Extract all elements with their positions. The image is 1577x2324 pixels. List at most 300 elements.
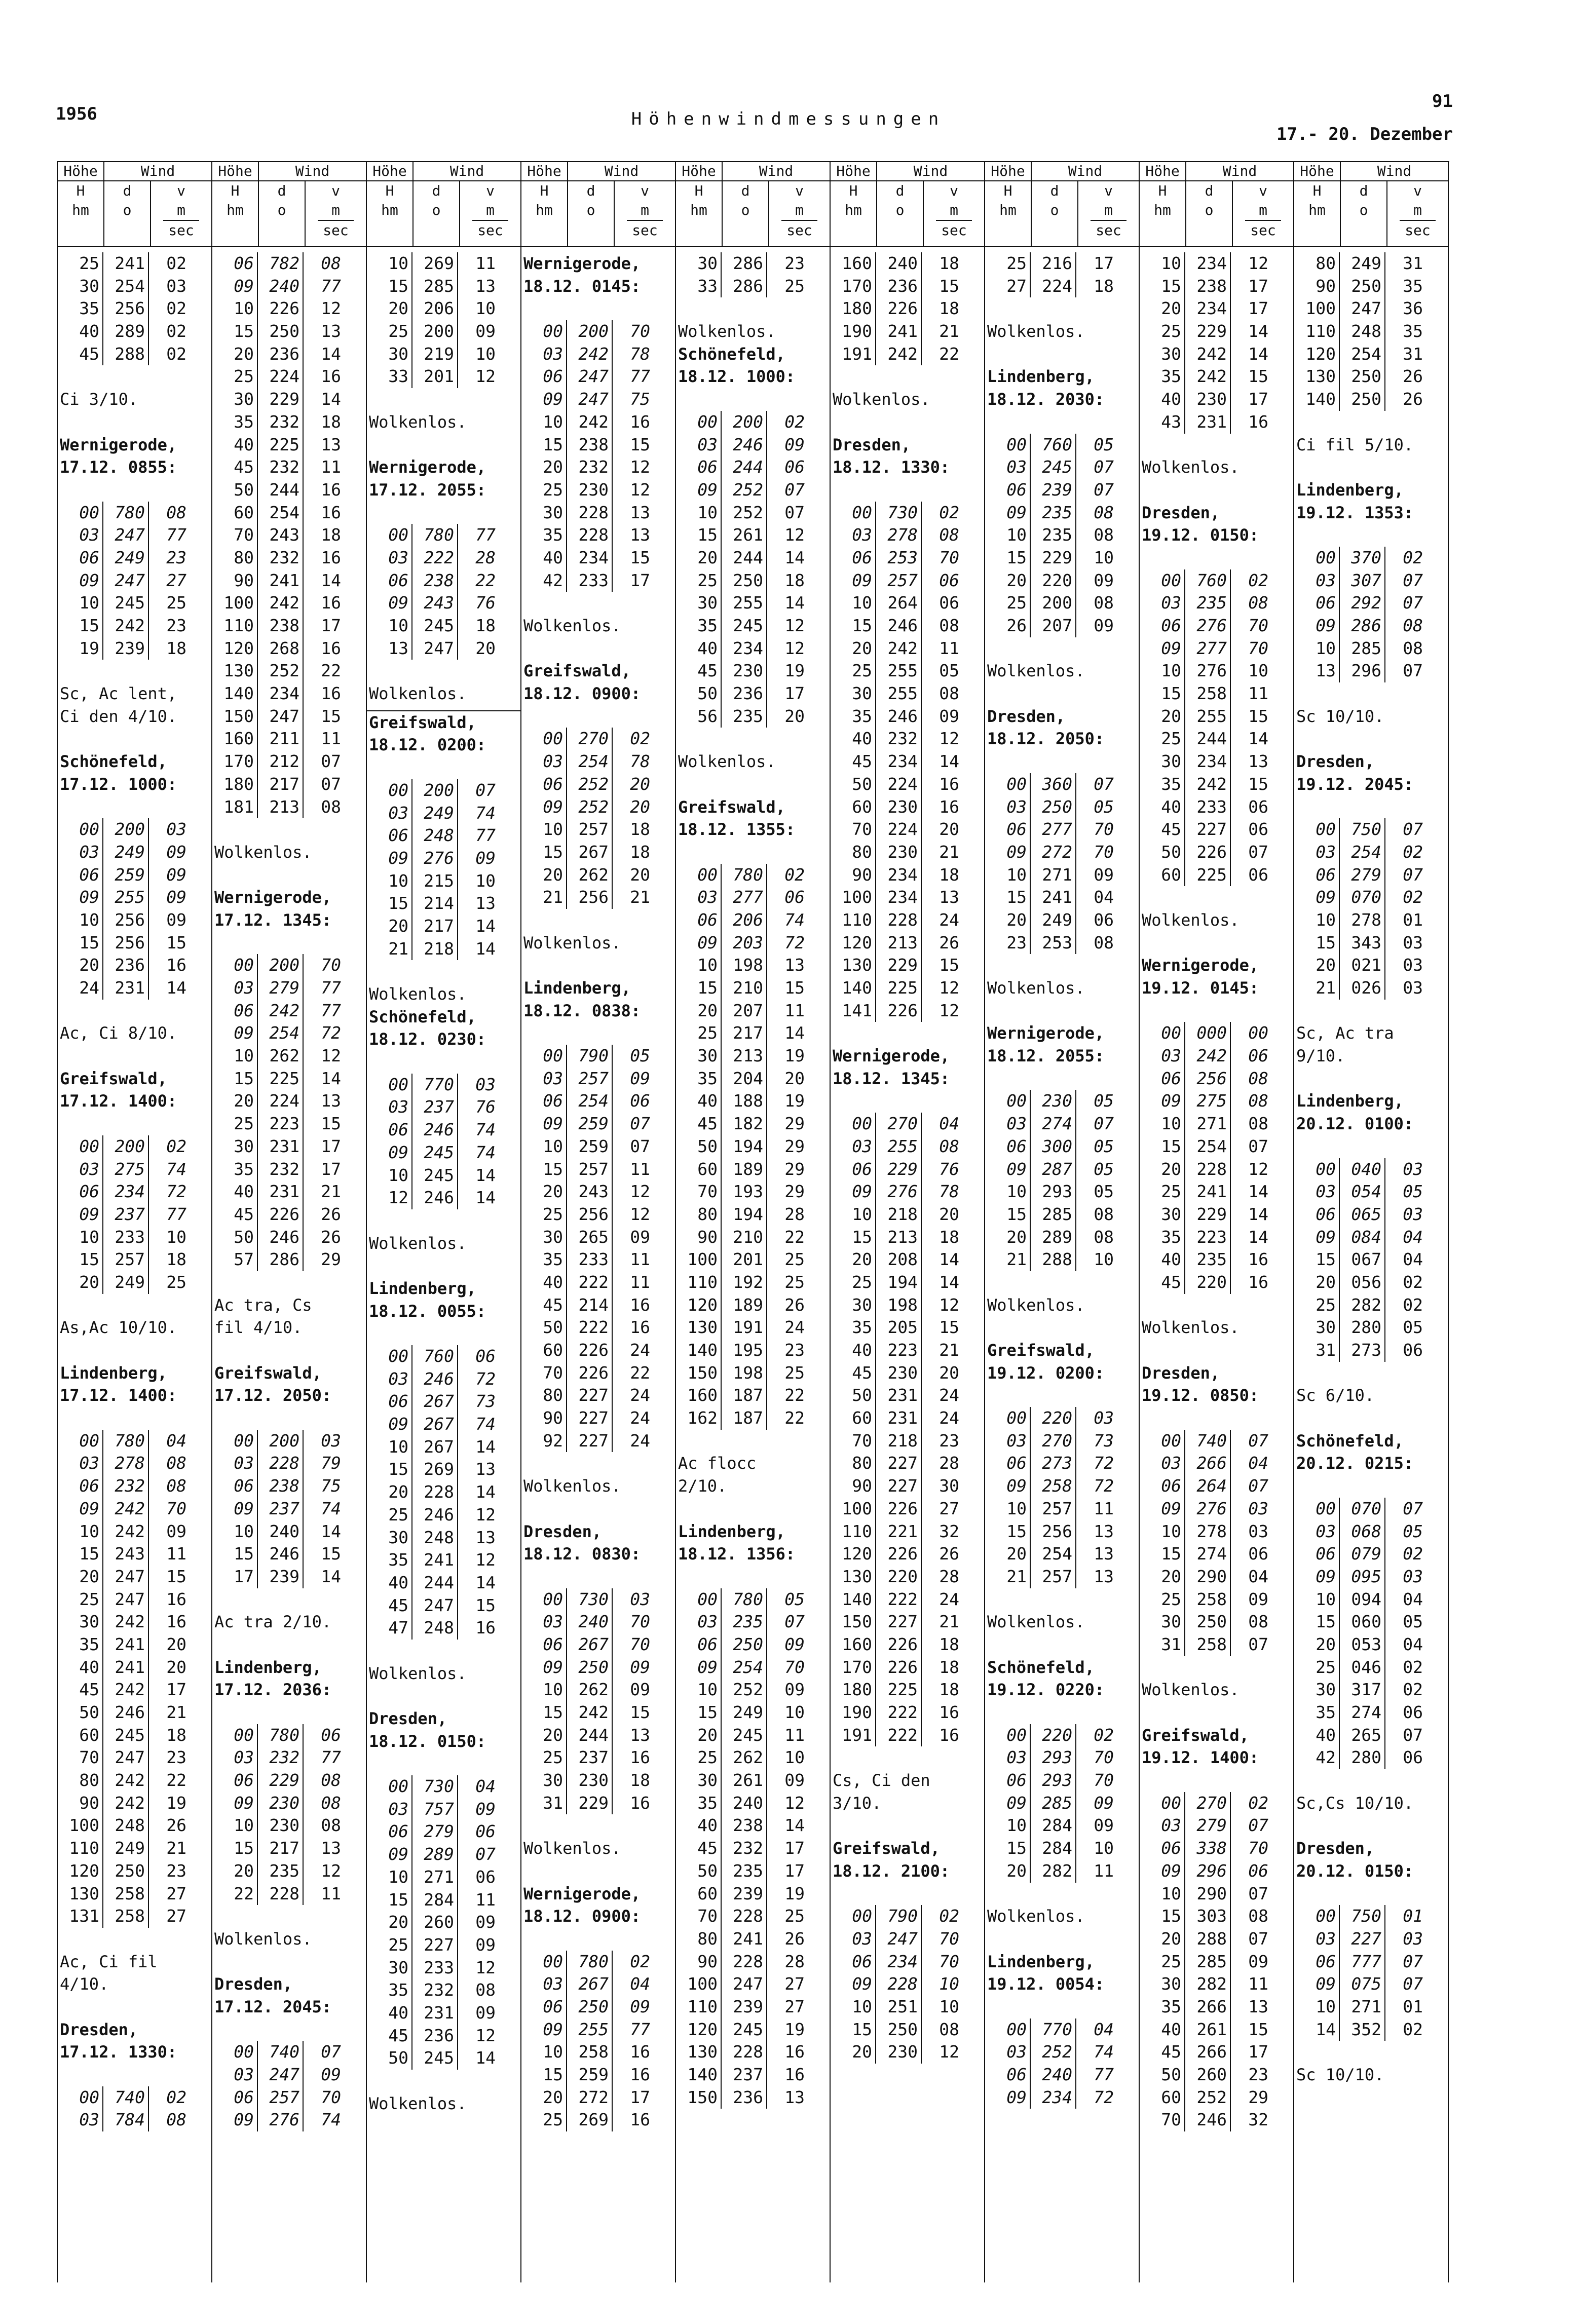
- direction-cell: 239: [722, 1883, 767, 1906]
- table-row: [1294, 909, 1448, 932]
- table-row: [676, 1905, 830, 1928]
- direction-cell: 242: [103, 1792, 149, 1815]
- speed-cell: 06: [475, 1866, 496, 1887]
- direction-cell: 250: [567, 1996, 613, 2018]
- height-cell: 06: [985, 1135, 1031, 1158]
- height-cell: 40: [831, 728, 876, 750]
- speed-cell: 03: [630, 1589, 650, 1609]
- table-row: [521, 1792, 675, 1815]
- speed-cell: 05: [1403, 1317, 1423, 1338]
- direction-cell: 231: [103, 977, 149, 1000]
- direction-cell: 780: [722, 864, 767, 887]
- height-cell: 20: [212, 1860, 258, 1883]
- speed-cell: 24: [630, 1340, 650, 1360]
- speed-cell: 17: [630, 2087, 650, 2107]
- table-row: [1140, 1068, 1293, 1090]
- speed-cell: 18: [166, 1725, 186, 1745]
- speed-cell: 02: [939, 502, 959, 522]
- table-row: [676, 1113, 830, 1135]
- direction-cell: 245: [412, 615, 458, 637]
- cloud-note: Wolkenlos.: [523, 933, 621, 953]
- table-row: [58, 1905, 211, 1928]
- direction-cell: 194: [722, 1203, 767, 1226]
- speed-cell: 15: [321, 1544, 341, 1564]
- direction-cell: 234: [876, 886, 922, 909]
- table-row: [521, 1090, 675, 1113]
- speed-cell: 09: [1094, 616, 1114, 635]
- direction-cell: 288: [1031, 1248, 1076, 1271]
- height-cell: 20: [521, 456, 567, 479]
- table-row: [1294, 1746, 1448, 1769]
- direction-cell: 217: [722, 1022, 767, 1045]
- direction-cell: 241: [103, 1656, 149, 1679]
- station-heading: 18.12. 0145:: [523, 276, 641, 296]
- table-row: [1140, 2041, 1293, 2064]
- speed-cell: 01: [1403, 909, 1423, 930]
- height-cell: 06: [58, 1180, 103, 1203]
- height-cell: 25: [1140, 320, 1185, 343]
- station-heading: Lindenberg,: [369, 1278, 476, 1298]
- table-row: [831, 750, 984, 773]
- table-row: [212, 1000, 366, 1022]
- table-row: [58, 1248, 211, 1271]
- header-wind: Wind: [1377, 163, 1412, 179]
- direction-cell: 262: [567, 1679, 613, 1701]
- direction-cell: 053: [1340, 1633, 1385, 1656]
- cloud-note: Wolkenlos.: [369, 1663, 467, 1683]
- table-row: [521, 343, 675, 366]
- speed-cell: 17: [1248, 298, 1268, 319]
- direction-cell: 257: [1031, 1498, 1076, 1520]
- height-cell: 00: [985, 2018, 1031, 2041]
- height-cell: 09: [212, 1792, 258, 1815]
- height-cell: 13: [1294, 660, 1340, 682]
- table-row: [212, 1792, 366, 1815]
- height-cell: 30: [367, 1957, 412, 1979]
- table-row: [985, 909, 1139, 932]
- table-row: [985, 1248, 1139, 1271]
- column-header: [676, 162, 830, 247]
- height-cell: 100: [676, 1973, 722, 1996]
- direction-cell: 242: [103, 615, 149, 637]
- direction-cell: 067: [1340, 1248, 1385, 1271]
- speed-cell: 12: [630, 1204, 650, 1224]
- direction-cell: 226: [1185, 841, 1231, 864]
- direction-cell: 257: [103, 1248, 149, 1271]
- direction-cell: 247: [103, 1588, 149, 1611]
- table-row: [676, 411, 830, 434]
- height-cell: 03: [58, 1158, 103, 1181]
- table-row: [676, 1883, 830, 1906]
- station-heading: 18.12. 0900:: [523, 1907, 641, 1926]
- height-cell: 35: [367, 1549, 412, 1572]
- direction-cell: 246: [258, 1226, 304, 1249]
- speed-cell: 15: [784, 978, 805, 998]
- speed-cell: 21: [939, 321, 959, 341]
- height-cell: 09: [212, 1498, 258, 1520]
- spacer: [521, 1452, 675, 1475]
- direction-cell: 237: [103, 1203, 149, 1226]
- table-row: [676, 1090, 830, 1113]
- direction-cell: 253: [1031, 932, 1076, 955]
- direction-cell: 213: [876, 932, 922, 955]
- height-cell: 20: [521, 2086, 567, 2109]
- speed-cell: 03: [1403, 978, 1423, 998]
- height-cell: 09: [521, 796, 567, 819]
- height-cell: 03: [1140, 592, 1185, 615]
- direction-cell: 276: [1185, 660, 1231, 682]
- table-row: [212, 479, 366, 502]
- height-cell: 15: [58, 1248, 103, 1271]
- height-cell: 140: [831, 1588, 876, 1611]
- table-row: [1294, 252, 1448, 275]
- table-row: [1294, 1180, 1448, 1203]
- speed-cell: 75: [321, 1476, 341, 1496]
- table-row: [1294, 1248, 1448, 1271]
- speed-cell: 13: [321, 1838, 341, 1858]
- table-row: [367, 1164, 520, 1187]
- direction-cell: 289: [412, 1843, 458, 1866]
- height-cell: 120: [212, 637, 258, 660]
- height-cell: 15: [521, 841, 567, 864]
- height-cell: 10: [831, 1996, 876, 2018]
- height-cell: 20: [985, 1226, 1031, 1249]
- table-row: [521, 1973, 675, 1996]
- column-header: [985, 162, 1139, 247]
- cloud-note: Wolkenlos.: [523, 1476, 621, 1496]
- direction-cell: 293: [1031, 1769, 1076, 1792]
- header-wind: Wind: [604, 163, 639, 179]
- height-cell: 181: [212, 796, 258, 819]
- table-row: [367, 1549, 520, 1572]
- direction-cell: 242: [103, 1769, 149, 1792]
- height-cell: 06: [367, 1390, 412, 1413]
- direction-cell: 226: [876, 297, 922, 320]
- height-cell: 110: [676, 1271, 722, 1294]
- spacer: [521, 592, 675, 615]
- speed-cell: 76: [475, 1097, 496, 1117]
- height-cell: 80: [521, 1384, 567, 1407]
- height-cell: 40: [212, 434, 258, 456]
- speed-cell: 09: [1094, 1815, 1114, 1836]
- header-m: m: [1259, 202, 1267, 218]
- table-row: [212, 1543, 366, 1566]
- table-row: [367, 615, 520, 637]
- table-row: [1294, 1973, 1448, 1996]
- header-sec: sec: [1096, 222, 1121, 239]
- table-row: [58, 1860, 211, 1883]
- height-cell: 10: [985, 524, 1031, 547]
- height-cell: 15: [367, 275, 412, 298]
- height-cell: 10: [831, 1203, 876, 1226]
- speed-cell: 35: [1403, 321, 1423, 341]
- station-heading: 20.12. 0215:: [1296, 1454, 1414, 1473]
- speed-cell: 10: [1248, 661, 1268, 681]
- table-row: [831, 1520, 984, 1543]
- height-cell: 40: [367, 2002, 412, 2025]
- direction-cell: 257: [1031, 1566, 1076, 1588]
- speed-cell: 77: [166, 1204, 186, 1224]
- spacer: [1140, 1339, 1293, 1362]
- table-row: [831, 1203, 984, 1226]
- direction-cell: 271: [1340, 1996, 1385, 2018]
- height-cell: 00: [831, 502, 876, 524]
- speed-cell: 23: [166, 1860, 186, 1881]
- height-cell: 20: [831, 1248, 876, 1271]
- direction-cell: 286: [258, 1248, 304, 1271]
- speed-cell: 31: [1403, 253, 1423, 273]
- speed-cell: 18: [939, 1680, 959, 1700]
- height-cell: 40: [58, 320, 103, 343]
- spacer: [676, 1566, 830, 1588]
- spacer: [676, 297, 830, 320]
- table-row: [58, 818, 211, 841]
- table-row: [212, 1724, 366, 1747]
- speed-cell: 19: [784, 661, 805, 681]
- direction-cell: 068: [1340, 1520, 1385, 1543]
- speed-cell: 14: [1248, 1227, 1268, 1247]
- table-row: [676, 1271, 830, 1294]
- table-row: [1294, 637, 1448, 660]
- table-row: [1294, 1905, 1448, 1928]
- direction-cell: 274: [1340, 1701, 1385, 1724]
- height-cell: 15: [58, 932, 103, 955]
- header-hoehe: Höhe: [985, 162, 1032, 180]
- direction-cell: 234: [103, 1180, 149, 1203]
- height-cell: 21: [367, 938, 412, 961]
- direction-cell: 290: [1185, 1883, 1231, 1906]
- table-row: [831, 547, 984, 569]
- height-cell: 180: [212, 773, 258, 796]
- table-row: [985, 252, 1139, 275]
- height-cell: 45: [831, 750, 876, 773]
- height-cell: 00: [1294, 1158, 1340, 1181]
- direction-cell: 740: [103, 2086, 149, 2109]
- speed-cell: 05: [1403, 1612, 1423, 1632]
- speed-cell: 26: [166, 1815, 186, 1836]
- table-row: [985, 1452, 1139, 1475]
- speed-cell: 13: [321, 434, 341, 454]
- speed-cell: 25: [784, 276, 805, 296]
- spacer: [212, 1271, 366, 1294]
- table-row: [676, 1769, 830, 1792]
- height-cell: 10: [212, 1520, 258, 1543]
- speed-cell: 02: [939, 1906, 959, 1926]
- table-row: [58, 524, 211, 547]
- speed-cell: 09: [1094, 1793, 1114, 1813]
- speed-cell: 12: [321, 1046, 341, 1066]
- direction-cell: 223: [876, 1339, 922, 1362]
- station-heading: 18.12. 0830:: [523, 1544, 641, 1564]
- speed-cell: 04: [475, 1776, 496, 1797]
- direction-cell: 286: [1340, 615, 1385, 637]
- direction-cell: 238: [722, 1814, 767, 1837]
- spacer: [58, 411, 211, 434]
- height-cell: 10: [831, 592, 876, 615]
- cloud-note: Wolkenlos.: [987, 978, 1085, 998]
- direction-cell: 760: [1031, 434, 1076, 456]
- table-row: [212, 1113, 366, 1135]
- speed-cell: 03: [1403, 1159, 1423, 1179]
- speed-cell: 70: [1094, 842, 1114, 862]
- station-heading: Schönefeld,: [678, 344, 785, 364]
- speed-cell: 77: [321, 1747, 341, 1768]
- speed-cell: 05: [784, 1589, 805, 1609]
- direction-cell: 255: [1185, 705, 1231, 728]
- speed-cell: 02: [1403, 1657, 1423, 1677]
- speed-cell: 16: [630, 1747, 650, 1768]
- direction-cell: 235: [722, 1860, 767, 1883]
- spacer: [985, 1633, 1139, 1656]
- speed-cell: 13: [784, 2087, 805, 2107]
- speed-cell: 04: [1094, 2019, 1114, 2039]
- direction-cell: 274: [1031, 1113, 1076, 1135]
- height-cell: 10: [1140, 1113, 1185, 1135]
- height-cell: 06: [367, 569, 412, 592]
- cloud-note: Wolkenlos.: [369, 984, 467, 1004]
- height-cell: 110: [1294, 320, 1340, 343]
- station-heading: Wernigerode,: [60, 435, 177, 454]
- cloud-note: Ac, Ci 8/10.: [60, 1023, 177, 1043]
- height-cell: 10: [676, 1679, 722, 1701]
- height-cell: 35: [212, 411, 258, 434]
- table-row: [212, 1203, 366, 1226]
- table-row: [212, 275, 366, 298]
- direction-cell: 231: [876, 1407, 922, 1430]
- height-cell: 03: [831, 1928, 876, 1951]
- speed-cell: 27: [166, 1883, 186, 1903]
- direction-cell: 254: [567, 750, 613, 773]
- speed-cell: 12: [939, 2042, 959, 2062]
- direction-cell: 215: [412, 870, 458, 893]
- height-cell: 20: [367, 1481, 412, 1504]
- table-row: [58, 1769, 211, 1792]
- table-row: [831, 1113, 984, 1135]
- direction-cell: 232: [876, 728, 922, 750]
- direction-cell: 244: [412, 1572, 458, 1594]
- direction-cell: 271: [412, 1866, 458, 1889]
- direction-cell: 233: [567, 569, 613, 592]
- table-row: [212, 1883, 366, 1906]
- spacer: [521, 297, 675, 320]
- direction-cell: 222: [567, 1316, 613, 1339]
- direction-cell: 269: [567, 2109, 613, 2131]
- direction-cell: 234: [876, 864, 922, 887]
- table-row: [58, 1475, 211, 1498]
- table-row: [676, 502, 830, 524]
- height-cell: 130: [676, 2041, 722, 2064]
- height-cell: 57: [212, 1248, 258, 1271]
- speed-cell: 07: [475, 1844, 496, 1864]
- height-cell: 180: [831, 297, 876, 320]
- height-cell: 50: [1140, 841, 1185, 864]
- table-row: [367, 1527, 520, 1549]
- speed-cell: 23: [784, 253, 805, 273]
- table-row: [212, 1769, 366, 1792]
- table-row: [212, 682, 366, 705]
- height-cell: 09: [521, 1656, 567, 1679]
- speed-cell: 26: [784, 1928, 805, 1949]
- table-row: [1294, 615, 1448, 637]
- spacer: [985, 1996, 1139, 2018]
- direction-cell: 288: [103, 343, 149, 366]
- speed-cell: 17: [1248, 389, 1268, 409]
- speed-cell: 07: [1094, 457, 1114, 477]
- table-row: [367, 1390, 520, 1413]
- height-cell: 150: [676, 2086, 722, 2109]
- height-cell: 03: [521, 1973, 567, 1996]
- height-cell: 120: [676, 2018, 722, 2041]
- height-cell: 50: [367, 2047, 412, 2070]
- table-row: [521, 1996, 675, 2018]
- speed-cell: 17: [321, 1136, 341, 1156]
- direction-cell: 277: [722, 886, 767, 909]
- table-row: [367, 2002, 520, 2025]
- height-cell: 25: [1140, 1588, 1185, 1611]
- table-row: [1294, 1203, 1448, 1226]
- direction-cell: 198: [876, 1294, 922, 1317]
- table-row: [831, 637, 984, 660]
- header-hoehe: Höhe: [1294, 162, 1341, 180]
- height-cell: 15: [521, 434, 567, 456]
- direction-cell: 065: [1340, 1203, 1385, 1226]
- table-row: [1140, 320, 1293, 343]
- direction-cell: 084: [1340, 1226, 1385, 1249]
- header-hm: hm: [845, 202, 862, 218]
- speed-cell: 13: [321, 321, 341, 341]
- height-cell: 06: [831, 1951, 876, 1973]
- table-row: [58, 1656, 211, 1679]
- table-row: [1294, 1951, 1448, 1973]
- height-cell: 03: [1140, 1045, 1185, 1068]
- header-hm: hm: [227, 202, 244, 218]
- speed-cell: 14: [939, 1249, 959, 1270]
- station-heading: 17.12. 1000:: [60, 774, 177, 794]
- table-row: [1140, 682, 1293, 705]
- speed-cell: 09: [784, 434, 805, 454]
- height-cell: 30: [676, 592, 722, 615]
- direction-cell: 242: [567, 411, 613, 434]
- spacer: [985, 1271, 1139, 1294]
- speed-cell: 07: [1403, 593, 1423, 613]
- height-cell: 12: [367, 1187, 412, 1209]
- spacer: [676, 388, 830, 411]
- speed-cell: 74: [166, 1159, 186, 1179]
- height-cell: 150: [676, 1362, 722, 1385]
- direction-cell: 242: [567, 343, 613, 366]
- speed-cell: 09: [475, 1799, 496, 1819]
- height-cell: 140: [1294, 388, 1340, 411]
- speed-cell: 15: [475, 1595, 496, 1615]
- height-cell: 130: [831, 1566, 876, 1588]
- direction-cell: 230: [258, 1814, 304, 1837]
- spacer: [985, 750, 1139, 773]
- table-row: [831, 1271, 984, 1294]
- height-cell: 45: [1140, 2041, 1185, 2064]
- height-cell: 15: [676, 524, 722, 547]
- direction-cell: 238: [1185, 275, 1231, 298]
- speed-cell: 18: [166, 1249, 186, 1270]
- table-row: [676, 637, 830, 660]
- spacer: [367, 1051, 520, 1074]
- speed-cell: 05: [1094, 1136, 1114, 1156]
- table-row: [1140, 1814, 1293, 1837]
- height-cell: 25: [985, 592, 1031, 615]
- speed-cell: 79: [321, 1453, 341, 1473]
- height-cell: 25: [1140, 1180, 1185, 1203]
- speed-cell: 06: [1248, 819, 1268, 840]
- table-row: [831, 1588, 984, 1611]
